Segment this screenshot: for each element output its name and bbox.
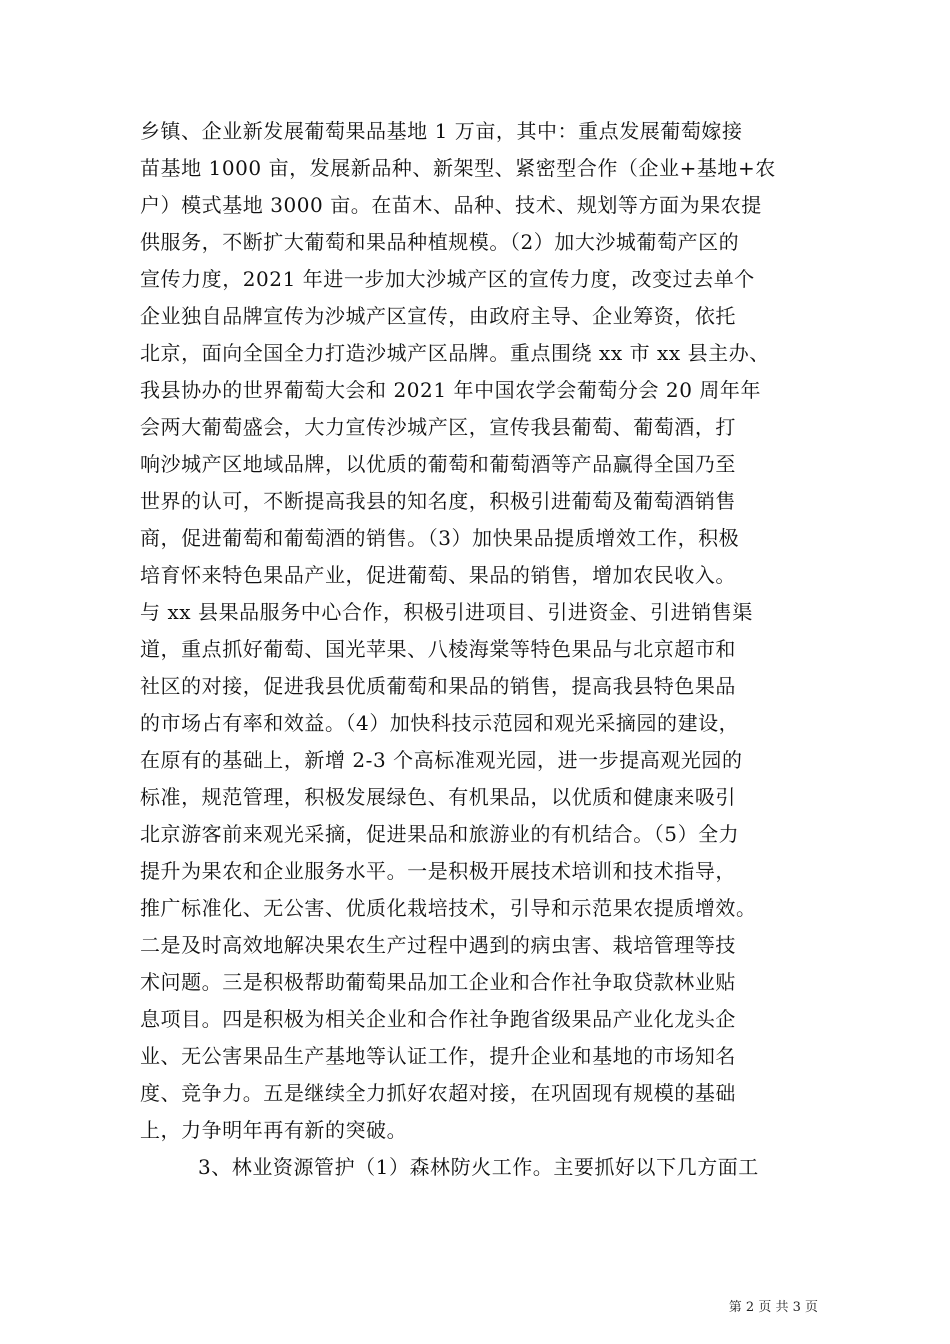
document-body xyxy=(140,113,816,1186)
text-line-9: 会两大葡萄盛会，大力宣传沙城产区，宣传我县葡萄、葡萄酒，打 xyxy=(140,415,736,439)
text-line-3: 户）模式基地 3000 亩。在苗木、品种、技术、规划等方面为果农提 xyxy=(140,193,762,217)
section-heading-line: 3、林业资源管护（1）森林防火工作。主要抓好以下几方面工 xyxy=(198,1155,759,1179)
text-line-4: 供服务，不断扩大葡萄和果品种植规模。（2）加大沙城葡萄产区的 xyxy=(140,230,740,254)
text-line-7: 北京，面向全国全力打造沙城产区品牌。重点围绕 xx 市 xx 县主办、 xyxy=(140,341,770,365)
text-line-17: 的市场占有率和效益。（4）加快科技示范园和观光采摘园的建设， xyxy=(140,711,740,735)
text-line-14: 与 xx 县果品服务中心合作，积极引进项目、引进资金、引进销售渠 xyxy=(140,600,753,624)
text-line-26: 业、无公害果品生产基地等认证工作，提升企业和基地的市场知名 xyxy=(140,1044,736,1068)
text-line-12: 商，促进葡萄和葡萄酒的销售。（3）加快果品提质增效工作，积极 xyxy=(140,526,740,550)
text-line-20: 北京游客前来观光采摘，促进果品和旅游业的有机结合。（5）全力 xyxy=(140,822,740,846)
text-line-23: 二是及时高效地解决果农生产过程中遇到的病虫害、栽培管理等技 xyxy=(140,933,736,957)
text-line-11: 世界的认可，不断提高我县的知名度，积极引进葡萄及葡萄酒销售 xyxy=(140,489,736,513)
text-line-28: 上，力争明年再有新的突破。 xyxy=(140,1118,408,1142)
text-line-27: 度、竞争力。五是继续全力抓好农超对接，在巩固现有规模的基础 xyxy=(140,1081,736,1105)
text-line-16: 社区的对接，促进我县优质葡萄和果品的销售，提高我县特色果品 xyxy=(140,674,736,698)
text-line-2: 苗基地 1000 亩，发展新品种、新架型、紧密型合作（企业+基地+农 xyxy=(140,156,776,180)
text-line-19: 标准，规范管理，积极发展绿色、有机果品，以优质和健康来吸引 xyxy=(140,785,736,809)
text-line-15: 道，重点抓好葡萄、国光苹果、八棱海棠等特色果品与北京超市和 xyxy=(140,637,736,661)
text-line-13: 培育怀来特色果品产业，促进葡萄、果品的销售，增加农民收入。 xyxy=(140,563,736,587)
text-line-8: 我县协办的世界葡萄大会和 2021 年中国农学会葡萄分会 20 周年年 xyxy=(140,378,762,402)
text-line-18: 在原有的基础上，新增 2-3 个高标准观光园，进一步提高观光园的 xyxy=(140,748,743,772)
page-number-footer: 第 2 页 共 3 页 xyxy=(728,1300,818,1315)
text-line-1: 乡镇、企业新发展葡萄果品基地 1 万亩，其中：重点发展葡萄嫁接 xyxy=(140,119,743,143)
text-line-24: 术问题。三是积极帮助葡萄果品加工企业和合作社争取贷款林业贴 xyxy=(140,970,736,994)
text-line-22: 推广标准化、无公害、优质化栽培技术，引导和示范果农提质增效。 xyxy=(140,896,757,920)
text-line-6: 企业独自品牌宣传为沙城产区宣传，由政府主导、企业筹资，依托 xyxy=(140,304,736,328)
text-line-10: 响沙城产区地域品牌，以优质的葡萄和葡萄酒等产品赢得全国乃至 xyxy=(140,452,736,476)
text-line-5: 宣传力度，2021 年进一步加大沙城产区的宣传力度，改变过去单个 xyxy=(140,267,755,291)
text-line-21: 提升为果农和企业服务水平。一是积极开展技术培训和技术指导， xyxy=(140,859,736,883)
text-line-25: 息项目。四是积极为相关企业和合作社争跑省级果品产业化龙头企 xyxy=(140,1007,736,1031)
